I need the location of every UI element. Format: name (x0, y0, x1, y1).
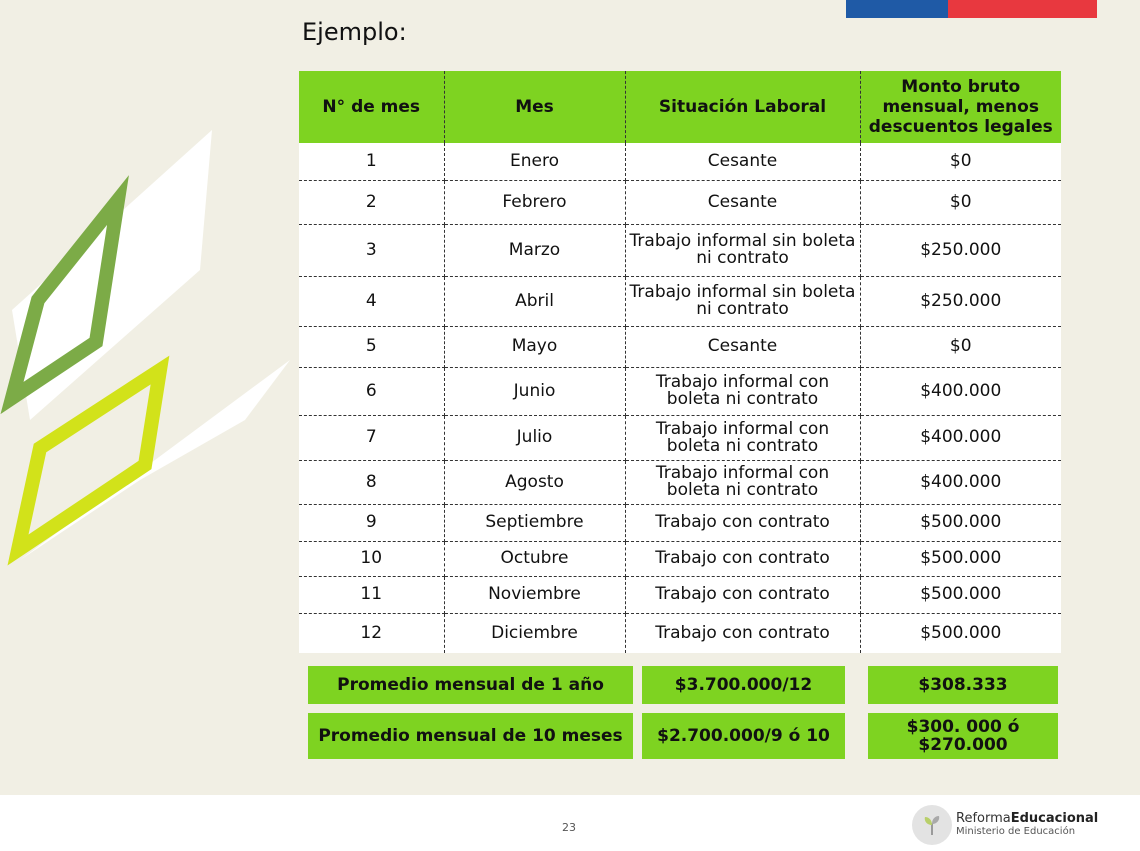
table-row (299, 276, 1061, 326)
cell-month-number: 7 (299, 415, 444, 460)
cell-month-number: 2 (299, 180, 444, 224)
header-month: Mes (444, 71, 625, 143)
cell-amount: $400.000 (860, 415, 1061, 460)
cell-amount: $500.000 (860, 576, 1061, 613)
cell-work-situation: Trabajo informal con boleta ni contrato (625, 460, 860, 504)
logo-word-educacional: Educacional (1010, 811, 1099, 826)
cell-work-situation: Trabajo informal con boleta ni contrato (625, 415, 860, 460)
income-table (299, 71, 1061, 653)
table-row (299, 180, 1061, 224)
summary-ten-months-label: Promedio mensual de 10 meses (308, 713, 633, 759)
cell-month-number: 4 (299, 276, 444, 326)
cell-month-number: 11 (299, 576, 444, 613)
cell-work-situation: Trabajo con contrato (625, 613, 860, 653)
summary-ten-months-formula: $2.700.000/9 ó 10 (642, 713, 845, 759)
cell-work-situation: Cesante (625, 143, 860, 180)
header-gross-amount: Monto bruto mensual, menos descuentos legales (860, 71, 1061, 143)
table-row (299, 224, 1061, 276)
summary-year-label: Promedio mensual de 1 año (308, 666, 633, 704)
table-row (299, 541, 1061, 576)
cell-month: Julio (444, 415, 625, 460)
table-header-row (299, 71, 1061, 143)
table-row (299, 143, 1061, 180)
reforma-educacional-logo (912, 805, 1098, 845)
cell-month-number: 5 (299, 326, 444, 367)
cell-amount: $500.000 (860, 541, 1061, 576)
cell-month-number: 8 (299, 460, 444, 504)
table-row (299, 613, 1061, 653)
table-row (299, 504, 1061, 541)
cell-month: Agosto (444, 460, 625, 504)
flag-stripe-red (948, 0, 1097, 18)
cell-month-number: 10 (299, 541, 444, 576)
page-number: 23 (562, 821, 576, 834)
cell-work-situation: Trabajo informal sin boleta ni contrato (625, 276, 860, 326)
table-row (299, 576, 1061, 613)
cell-month: Mayo (444, 326, 625, 367)
cell-amount: $0 (860, 143, 1061, 180)
cell-work-situation: Trabajo informal con boleta ni contrato (625, 367, 860, 415)
table-row (299, 326, 1061, 367)
cell-work-situation: Trabajo con contrato (625, 504, 860, 541)
table-row (299, 367, 1061, 415)
flag-stripe-blue (846, 0, 948, 18)
cell-work-situation: Cesante (625, 326, 860, 367)
summary-ten-months-result: $300. 000 ó $270.000 (868, 713, 1058, 759)
cell-month: Enero (444, 143, 625, 180)
cell-month-number: 12 (299, 613, 444, 653)
cell-month-number: 3 (299, 224, 444, 276)
cell-month-number: 1 (299, 143, 444, 180)
cell-month: Septiembre (444, 504, 625, 541)
cell-work-situation: Trabajo con contrato (625, 576, 860, 613)
cell-work-situation: Trabajo informal sin boleta ni contrato (625, 224, 860, 276)
cell-month: Abril (444, 276, 625, 326)
summary-year-formula: $3.700.000/12 (642, 666, 845, 704)
cell-amount: $0 (860, 326, 1061, 367)
cell-amount: $400.000 (860, 367, 1061, 415)
table-row (299, 415, 1061, 460)
cell-amount: $500.000 (860, 613, 1061, 653)
cell-month-number: 6 (299, 367, 444, 415)
cell-amount: $500.000 (860, 504, 1061, 541)
logo-word-reforma: Reforma (956, 811, 1011, 826)
cell-month: Febrero (444, 180, 625, 224)
cell-month: Octubre (444, 541, 625, 576)
cell-month: Noviembre (444, 576, 625, 613)
cell-work-situation: Trabajo con contrato (625, 541, 860, 576)
cell-month: Junio (444, 367, 625, 415)
cell-month: Diciembre (444, 613, 625, 653)
table-row (299, 460, 1061, 504)
page-title: Ejemplo: (302, 18, 407, 46)
cell-amount: $250.000 (860, 224, 1061, 276)
cell-work-situation: Cesante (625, 180, 860, 224)
decorative-leaves (0, 120, 300, 580)
summary-year-result: $308.333 (868, 666, 1058, 704)
sprout-icon (912, 805, 952, 845)
header-month-number: N° de mes (299, 71, 444, 143)
cell-month: Marzo (444, 224, 625, 276)
cell-month-number: 9 (299, 504, 444, 541)
cell-amount: $400.000 (860, 460, 1061, 504)
logo-ministry: Ministerio de Educación (956, 826, 1076, 837)
cell-amount: $0 (860, 180, 1061, 224)
header-work-situation: Situación Laboral (625, 71, 860, 143)
cell-amount: $250.000 (860, 276, 1061, 326)
